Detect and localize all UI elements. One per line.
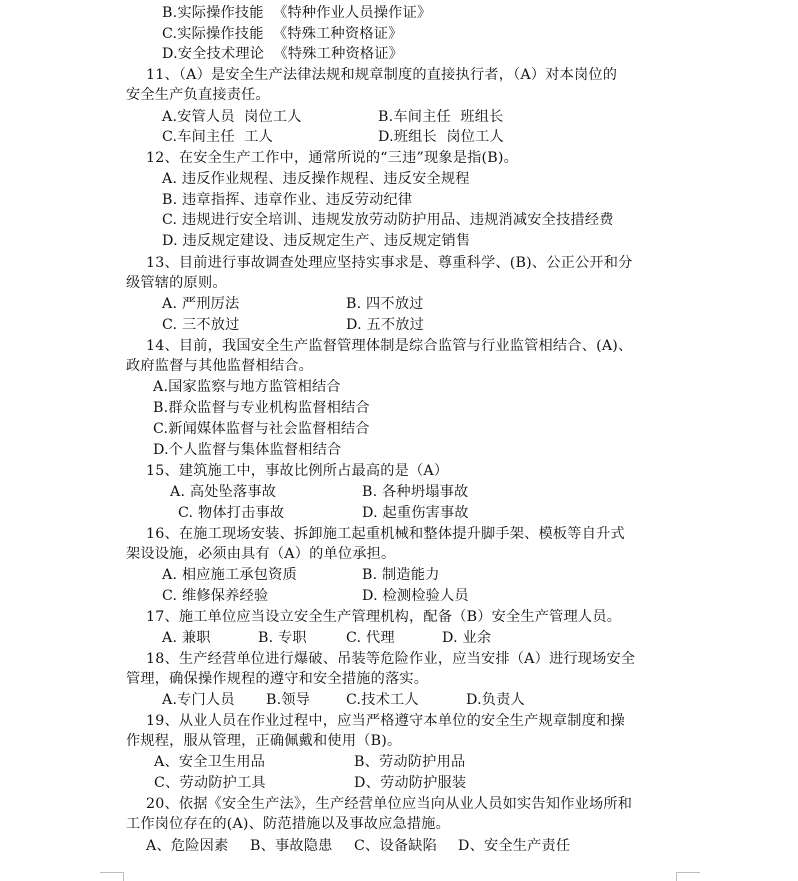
- q18-option-b: B.领导: [266, 692, 311, 708]
- q12-option-d: D. 违反规定建设、违反规定生产、违反规定销售: [162, 233, 471, 249]
- crop-mark-left-vertical: [123, 872, 124, 881]
- q14-option-b: B.群众监督与专业机构监督相结合: [153, 400, 370, 416]
- q19-question-line-2: 作规程，服从管理，正确佩戴和使用（B)。: [126, 733, 402, 749]
- q19-question-line-1: 19、从业人员在作业过程中，应当严格遵守本单位的安全生产规章制度和操: [146, 713, 625, 729]
- q11-option-d: D.班组长 岗位工人: [378, 129, 504, 145]
- q13-option-d: D. 五不放过: [346, 317, 425, 333]
- q20-option-b: B、事故隐患: [250, 838, 333, 854]
- q15-question-line-1: 15、建筑施工中，事故比例所占最高的是（A）: [146, 463, 449, 479]
- q20-option-a: A、危险因素: [146, 838, 229, 854]
- q11-question-line-2: 安全生产负直接责任。: [126, 87, 270, 103]
- q19-option-c: C、劳动防护工具: [154, 775, 266, 791]
- q20-question-line-1: 20、依据《安全生产法》，生产经营单位应当向从业人员如实告知作业场所和: [146, 796, 633, 812]
- q13-option-b: B. 四不放过: [346, 296, 424, 312]
- q12-option-a: A. 违反作业规程、违反操作规程、违反安全规程: [162, 171, 470, 187]
- q14-option-d: D.个人监督与集体监督相结合: [153, 442, 342, 458]
- q15-option-d: D. 起重伤害事故: [362, 505, 469, 521]
- q13-option-a: A. 严刑厉法: [162, 296, 240, 312]
- q16-option-a: A. 相应施工承包资质: [162, 567, 297, 583]
- q14-question-line-2: 政府监督与其他监督相结合。: [126, 358, 314, 374]
- q19-option-b: B、劳动防护用品: [354, 754, 466, 770]
- q18-option-d: D.负责人: [466, 692, 525, 708]
- q20-question-line-2: 工作岗位存在的(A)、防范措施以及事故应急措施。: [126, 816, 451, 832]
- q16-option-b: B. 制造能力: [362, 567, 440, 583]
- q14-option-a: A.国家监察与地方监管相结合: [153, 379, 341, 395]
- q16-option-d: D. 检测检验人员: [362, 588, 469, 604]
- q19-option-d: D、劳动防护服装: [354, 775, 467, 791]
- q11-option-b: B.车间主任 班组长: [378, 109, 504, 125]
- q16-question-line-1: 16、在施工现场安装、拆卸施工起重机械和整体提升脚手架、模板等自升式: [146, 526, 625, 542]
- crop-mark-right-horizontal: [676, 872, 700, 873]
- q17-question-line-1: 17、施工单位应当设立安全生产管理机构，配备（B）安全生产管理人员。: [146, 609, 622, 625]
- q20-option-d: D、安全生产责任: [458, 838, 571, 854]
- q12-option-c: C. 违规进行安全培训、违规发放劳动防护用品、违规消减安全技措经费: [162, 212, 614, 228]
- q18-option-a: A.专门人员: [162, 692, 235, 708]
- q13-option-c: C. 三不放过: [162, 317, 240, 333]
- q17-option-c: C. 代理: [346, 630, 395, 646]
- q15-option-b: B. 各种坍塌事故: [362, 484, 469, 500]
- q15-option-a: A. 高处坠落事故: [170, 484, 277, 500]
- q10-option-d: D.安全技术理论 《特殊工种资格证》: [162, 46, 404, 62]
- q20-option-c: C、设备缺陷: [354, 838, 437, 854]
- q16-option-c: C. 维修保养经验: [162, 588, 269, 604]
- q12-option-b: B. 违章指挥、违章作业、违反劳动纪律: [162, 192, 413, 208]
- q18-question-line-1: 18、生产经营单位进行爆破、吊装等危险作业，应当安排（A）进行现场安全: [146, 651, 636, 667]
- q14-question-line-1: 14、目前，我国安全生产监督管理体制是综合监管与行业监管相结合、(A)、: [146, 338, 633, 354]
- q11-question-line-1: 11、（A）是安全生产法律法规和规章制度的直接执行者，（A）对本岗位的: [146, 67, 618, 83]
- crop-mark-left-horizontal: [100, 872, 124, 873]
- q17-option-a: A. 兼职: [162, 630, 211, 646]
- q15-option-c: C. 物体打击事故: [178, 505, 285, 521]
- q12-question-line-1: 12、在安全生产工作中，通常所说的“三违”现象是指(B)。: [146, 150, 518, 166]
- q14-option-c: C.新闻媒体监督与社会监督相结合: [153, 421, 370, 437]
- q10-option-b: B.实际操作技能 《特种作业人员操作证》: [162, 5, 432, 21]
- q10-option-c: C.实际操作技能 《特殊工种资格证》: [162, 26, 403, 42]
- q18-option-c: C.技术工人: [346, 692, 419, 708]
- q13-question-line-2: 级管辖的原则。: [126, 275, 227, 291]
- q16-question-line-2: 架设设施，必须由具有（A）的单位承担。: [126, 546, 396, 562]
- q19-option-a: A、安全卫生用品: [154, 754, 266, 770]
- q11-option-a: A.安管人员 岗位工人: [162, 109, 302, 125]
- q17-option-d: D. 业余: [442, 630, 492, 646]
- q18-question-line-2: 管理，确保操作规程的遵守和安全措施的落实。: [126, 671, 429, 687]
- crop-mark-right-vertical: [676, 872, 677, 881]
- q11-option-c: C.车间主任 工人: [162, 129, 274, 145]
- q17-option-b: B. 专职: [258, 630, 307, 646]
- q13-question-line-1: 13、目前进行事故调查处理应坚持实事求是、尊重科学、(B)、公正公开和分: [146, 255, 633, 271]
